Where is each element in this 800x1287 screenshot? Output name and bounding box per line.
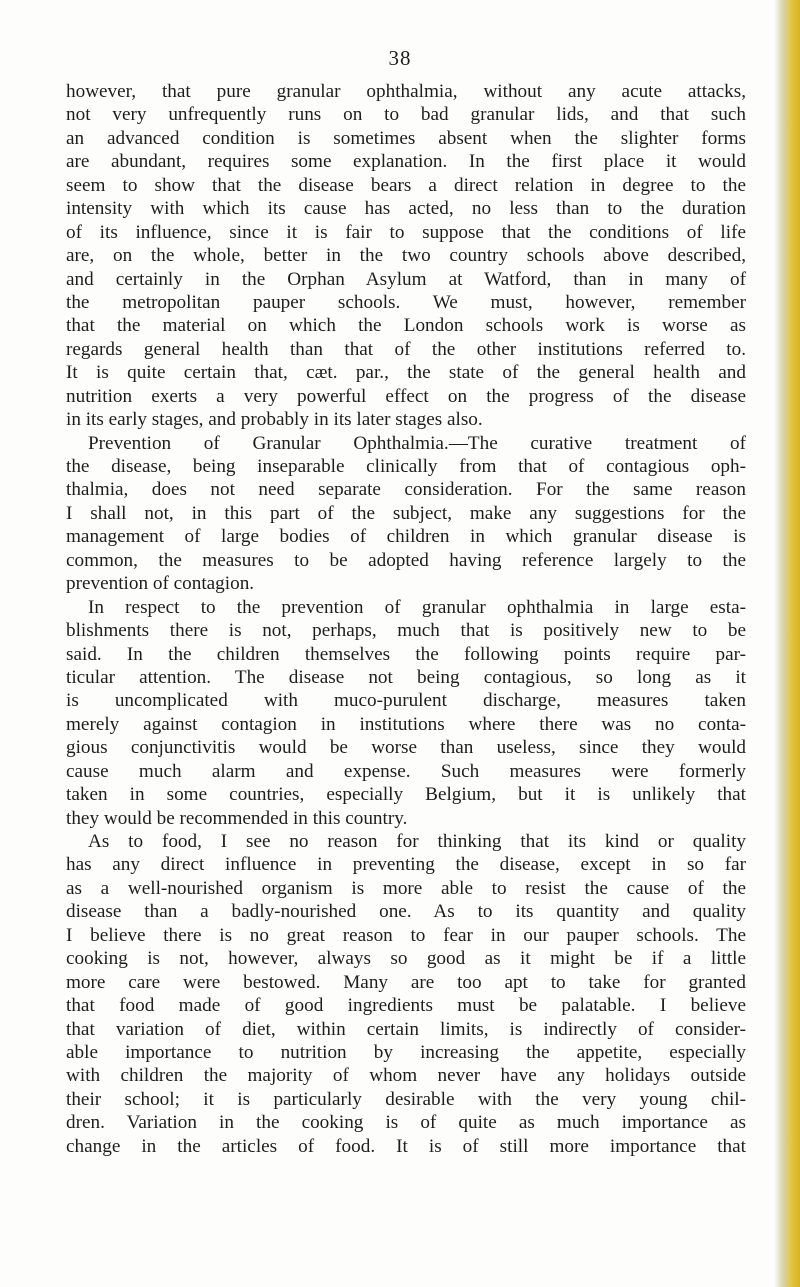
text-line: In respect to the prevention of granular ophthalmia in large esta- xyxy=(88,596,746,618)
page-number: 38 xyxy=(388,46,412,70)
text-line: that variation of diet, within certain limits, is indirectly of consider- xyxy=(66,1018,746,1040)
text-line: they would be recommended in this country. xyxy=(66,807,408,829)
body-text xyxy=(66,80,746,1158)
text-line: blishments there is not, perhaps, much that is positively new to be xyxy=(66,620,746,642)
text-line: more care were bestowed. Many are too apt to take for granted xyxy=(66,971,746,993)
text-line: however, that pure granular ophthalmia, without any acute attacks, xyxy=(66,81,746,102)
text-line: an advanced condition is sometimes absent when the slighter forms xyxy=(66,127,746,149)
text-line: cause much alarm and expense. Such measures were formerly xyxy=(66,760,746,782)
text-line: that food made of good ingredients must be palatable. I believe xyxy=(66,995,746,1017)
page-edge-strip xyxy=(774,0,800,1287)
text-line: dren. Variation in the cooking is of quite as much importance as xyxy=(66,1112,746,1134)
text-line: not very unfrequently runs on to bad granular lids, and that such xyxy=(66,104,746,126)
text-line: taken in some countries, especially Belgium, but it is unlikely that xyxy=(66,784,746,806)
text-line: change in the articles of food. It is of still more importance that xyxy=(66,1135,746,1157)
text-line: prevention of contagion. xyxy=(66,573,255,595)
text-line: cooking is not, however, always so good as it might be if a little xyxy=(66,948,746,970)
text-line: as a well-nourished organism is more able to resist the cause of the xyxy=(66,877,746,899)
text-line: with children the majority of whom never have any holidays outside xyxy=(66,1065,746,1087)
text-line: merely against contagion in institutions where there was no conta- xyxy=(66,713,746,735)
text-line: are, on the whole, better in the two country schools above described, xyxy=(66,245,746,267)
text-line: It is quite certain that, cæt. par., the state of the general health and xyxy=(66,362,746,384)
text-line: the metropolitan pauper schools. We must, however, remember xyxy=(66,291,746,313)
text-line: that the material on which the London schools work is worse as xyxy=(66,315,746,337)
text-line: intensity with which its cause has acted, no less than to the duration xyxy=(66,198,746,220)
text-line: able importance to nutrition by increasing the appetite, especially xyxy=(66,1041,746,1063)
text-line: gious conjunctivitis would be worse than useless, since they would xyxy=(66,737,746,759)
text-line: the disease, being inseparable clinically from that of contagious oph- xyxy=(66,456,746,477)
text-line: common, the measures to be adopted having reference largely to the xyxy=(66,549,746,571)
text-line: their school; it is particularly desirable with the very young chil- xyxy=(66,1088,746,1110)
text-line: in its early stages, and probably in its later stages also. xyxy=(66,409,483,431)
text-line: are abundant, requires some explanation. In the first place it would xyxy=(66,151,746,173)
text-line: seem to show that the disease bears a direct relation in degree to the xyxy=(66,174,746,196)
text-line: and certainly in the Orphan Asylum at Watford, than in many of xyxy=(66,268,746,290)
text-line: management of large bodies of children in which granular disease is xyxy=(66,526,746,548)
text-line: is uncomplicated with muco-purulent discharge, measures taken xyxy=(66,690,746,712)
text-line: As to food, I see no reason for thinking that its kind or quality xyxy=(88,831,746,852)
text-line: ticular attention. The disease not being contagious, so long as it xyxy=(66,666,746,688)
text-line: disease than a badly-nourished one. As to its quantity and quality xyxy=(66,901,746,923)
text-line: said. In the children themselves the following points require par- xyxy=(66,643,746,665)
text-line: regards general health than that of the other institutions referred to. xyxy=(66,338,746,360)
text-line: of its influence, since it is fair to suppose that the conditions of life xyxy=(66,221,746,243)
text-line: has any direct influence in preventing the disease, except in so far xyxy=(66,854,746,876)
text-line: I believe there is no great reason to fear in our pauper schools. The xyxy=(66,924,746,946)
section-heading-line: Prevention of Granular Ophthalmia.—The curative treatment of xyxy=(88,432,746,454)
text-line: thalmia, does not need separate consideration. For the same reason xyxy=(66,479,746,501)
text-line: I shall not, in this part of the subject, make any suggestions for the xyxy=(66,502,746,524)
text-line: nutrition exerts a very powerful effect on the progress of the disease xyxy=(66,385,746,407)
